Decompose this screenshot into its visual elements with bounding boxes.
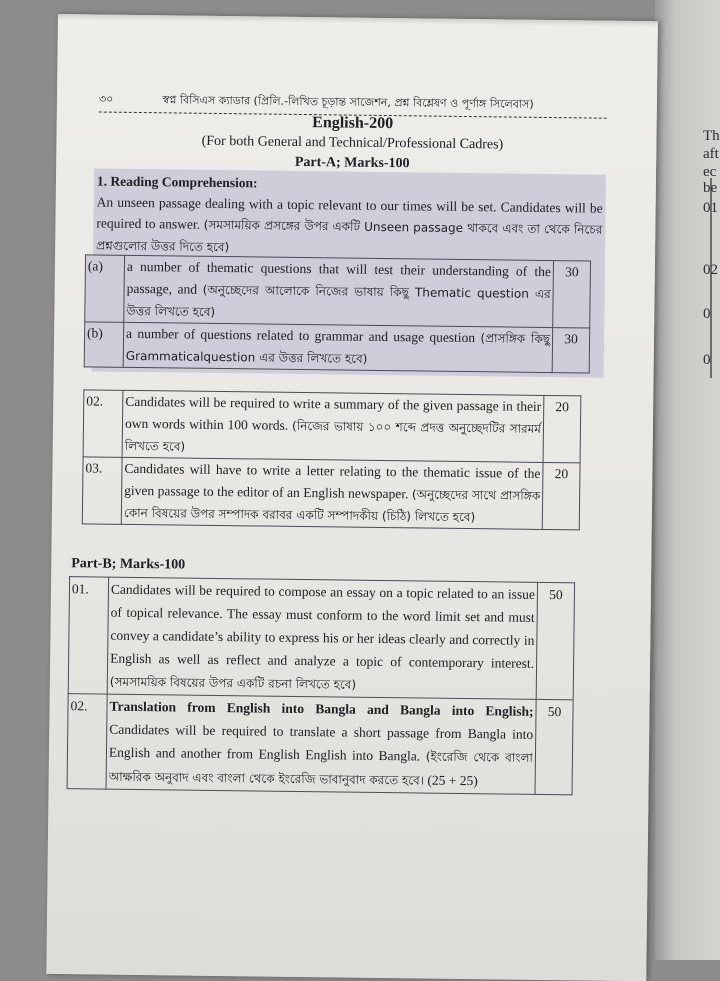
reading-comprehension-text xyxy=(93,168,606,262)
adjacent-page-fragment: 0 xyxy=(703,306,711,322)
question-lead: Translation from English into Bangla and Bangla into English; xyxy=(109,698,534,719)
reading-comprehension-intro: An unseen passage dealing with a topic relevant to our times will be set. Candidates will be required to answer. xyxy=(96,194,603,232)
question-text-bn: (সমসাময়িক বিষয়ের উপর একটি রচনা লিখতে হবে) xyxy=(109,674,357,692)
item-text-bn: (অনুচ্ছেদের আলোকে নিজের ভাষায় কিছু Thematic question এর উত্তর লিখতে হবে) xyxy=(126,282,551,319)
question-marks: 20 xyxy=(543,395,581,462)
item-text-en: a number of thematic questions that will test their understanding of the passage, and xyxy=(126,258,551,297)
question-marks: 20 xyxy=(542,462,580,529)
document-subtitle: (For both General and Technical/Professional Cadres) xyxy=(201,133,504,153)
adjacent-page-fragment: Th xyxy=(703,128,720,144)
reading-comprehension-heading: 1. Reading Comprehension: xyxy=(96,173,258,191)
question-marks: 50 xyxy=(536,582,574,699)
question-text xyxy=(121,457,543,529)
question-number: 02. xyxy=(83,390,123,457)
item-text xyxy=(124,255,554,327)
question-text xyxy=(122,390,544,462)
table-row xyxy=(83,390,581,463)
reading-comprehension-intro-bn: (সমসাময়িক প্রসঙ্গের উপর একটি Unseen passage থাকবে এবং তা থেকে নিচের প্রশ্নগুলোর উত্তর দিতে হবে) xyxy=(96,217,603,255)
item-label: (b) xyxy=(84,322,124,367)
question-number: 01. xyxy=(68,577,108,694)
part-a-questions-table xyxy=(82,389,582,530)
part-a-heading: Part-A; Marks-100 xyxy=(294,154,410,172)
item-label: (a) xyxy=(85,255,125,322)
part-b-questions-table xyxy=(67,576,576,795)
question-text-en: Candidates will have to write a letter relating to the thematic issue of the given passage to the editor of an English newspaper. xyxy=(124,460,541,502)
page-number: ৩০ xyxy=(98,92,114,106)
adjacent-page-fragment: 01 xyxy=(703,200,718,216)
item-text xyxy=(123,322,553,372)
adjacent-page-fragment: be xyxy=(703,180,718,196)
question-tail: (25 + 25) xyxy=(427,772,478,789)
question-text xyxy=(107,577,537,699)
question-text-en: Candidates will be required to compose an essay on a topic related to an issue of topical relevance. The essay must conform to the word limit set and must convey a candidate’s ability to express his or her ideas clearly and correctly in English as well as reflect and analyze a topic of contemporary interest. xyxy=(110,581,536,671)
question-text-en: Candidates will be required to write a summary of the given passage in their own words within 100 words. xyxy=(124,393,542,433)
question-text-bn: (ইংরেজি থেকে বাংলা আক্ষরিক অনুবাদ এবং বাংলা থেকে ইংরেজি ভাবানুবাদ করতে হবে। xyxy=(108,749,534,788)
part-b-heading: Part-B; Marks-100 xyxy=(71,556,186,573)
adjacent-page xyxy=(655,0,720,960)
question-text-bn: (নিজের ভাষায় ১০০ শব্দে প্রদত্ত অনুচ্ছেদটির সারমর্ম লিখতে হবে) xyxy=(124,418,542,454)
adjacent-page-fragment: 02 xyxy=(703,262,718,278)
item-text-en: a number of questions related to grammar and usage question xyxy=(126,325,476,346)
item-marks: 30 xyxy=(553,261,591,328)
document-page xyxy=(46,14,658,981)
question-marks: 50 xyxy=(535,699,573,794)
reading-items-table xyxy=(84,254,591,373)
question-text xyxy=(106,694,536,794)
table-row xyxy=(82,457,580,530)
document-title: English-200 xyxy=(312,114,394,133)
question-number: 02. xyxy=(67,694,107,789)
item-text-bn: (প্রাসঙ্গিক কিছু Grammaticalquestion এর উত্তর লিখতে হবে) xyxy=(125,331,551,366)
item-marks: 30 xyxy=(552,328,590,373)
question-text-en: Candidates will be required to translate a short passage from Bangla into English and another from English English into Bangla. xyxy=(108,721,534,764)
question-number: 03. xyxy=(82,457,122,524)
table-row xyxy=(85,255,591,328)
adjacent-page-fragment: ec xyxy=(703,164,717,180)
page-edge-shadow xyxy=(58,14,658,27)
table-row xyxy=(67,694,573,795)
adjacent-page-fragment: aft xyxy=(703,146,719,162)
title-block xyxy=(96,110,609,176)
running-title: স্বপ্ন বিসিএস ক্যাডার (প্রিলি.-লিখিত চূড়ান্ত সাজেশন, প্রশ্ন বিশ্লেষণ ও পূর্ণাঙ্গ সিলেবাস) xyxy=(162,93,534,111)
table-row xyxy=(84,322,590,373)
table-row xyxy=(68,577,574,700)
question-text-bn: (অনুচ্ছেদের সাথে প্রাসঙ্গিক কোন বিষয়ের উপর সম্পাদক বরাবর একটি সম্পাদকীয় (চিঠি) লিখতে হবে) xyxy=(123,487,541,525)
adjacent-page-fragment: 0 xyxy=(703,352,711,368)
